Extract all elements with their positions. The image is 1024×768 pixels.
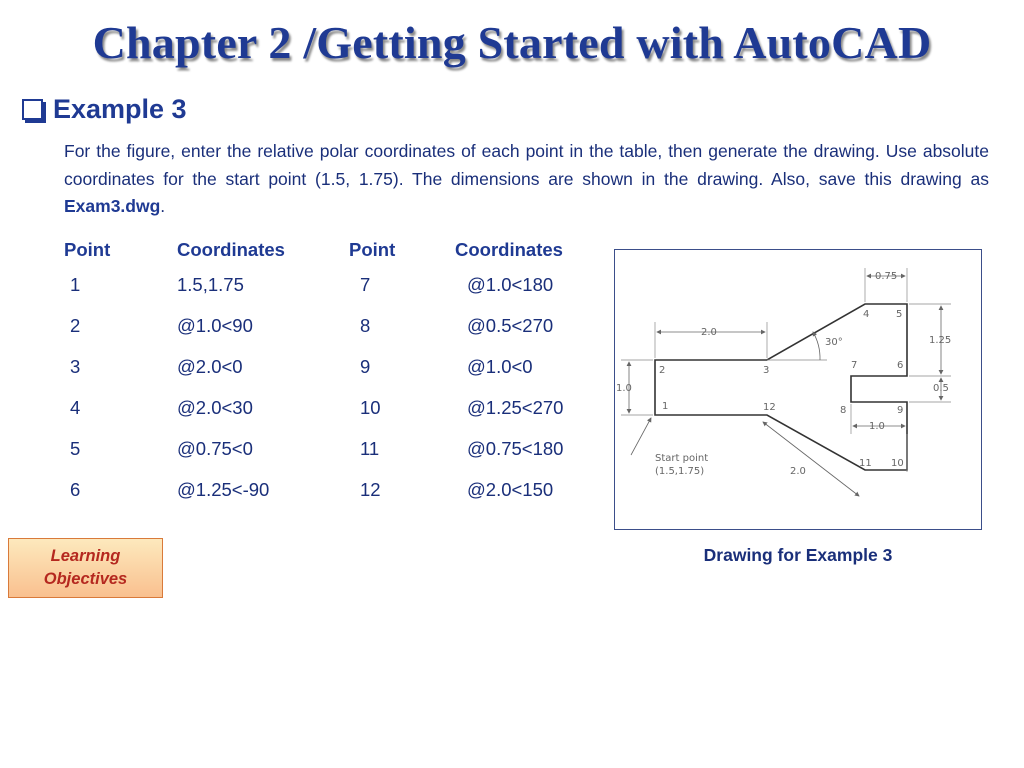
header-coordinates: Coordinates [455, 239, 563, 260]
slide-title: Chapter 2 /Getting Started with AutoCAD [92, 17, 932, 68]
description-text: For the figure, enter the relative polar coordinates of each point in the table, then generate the drawing. Use absolute coordinates for the start point (1.5, 1.75). The dimensions are shown in the drawing. Also, save this drawing as [64, 141, 989, 189]
coordinate-cell: 1.5,1.75 [177, 273, 244, 295]
dim-right-height: 1.25 [929, 335, 952, 346]
point-cell: 5 [70, 437, 81, 459]
point-label: 11 [859, 458, 872, 469]
learning-objectives-line1: Learning [50, 547, 121, 565]
start-point-label: Start point [655, 453, 709, 464]
description-paragraph [64, 138, 989, 221]
dim-left-height: 1.0 [616, 383, 632, 394]
header-coordinates: Coordinates [177, 239, 285, 260]
table-row [58, 264, 607, 305]
point-cell: 4 [70, 396, 81, 418]
table-row [58, 428, 607, 469]
point-cell: 8 [360, 314, 371, 336]
filename: Exam3.dwg [64, 196, 161, 216]
point-label: 6 [897, 360, 904, 371]
table-row [58, 387, 607, 428]
point-label: 9 [897, 405, 904, 416]
example-heading [22, 94, 187, 125]
coordinate-cell: @0.75<0 [177, 437, 253, 459]
point-label: 3 [763, 365, 770, 376]
coordinate-cell: @2.0<0 [177, 355, 243, 377]
point-label: 8 [840, 405, 847, 416]
learning-objectives-line2: Objectives [43, 570, 128, 588]
part-outline [655, 304, 907, 470]
point-label: 10 [891, 458, 904, 469]
point-cell: 10 [360, 396, 381, 418]
example-heading-label: Example 3 [53, 94, 187, 124]
start-point-coords: (1.5,1.75) [655, 466, 705, 477]
table-row [58, 469, 607, 510]
figure-caption: Drawing for Example 3 [703, 545, 893, 565]
description-end: . [160, 196, 166, 216]
point-cell: 9 [360, 355, 371, 377]
dim-top-width: 0.75 [875, 271, 898, 282]
point-cell: 1 [70, 273, 81, 295]
point-label: 1 [662, 401, 669, 412]
point-cell: 7 [360, 273, 371, 295]
point-label: 2 [659, 365, 666, 376]
drawing-figure [614, 249, 982, 530]
point-cell: 3 [70, 355, 81, 377]
point-label: 12 [763, 402, 776, 413]
drawing-svg [615, 250, 981, 529]
dim-notch-width: 1.0 [869, 421, 885, 432]
point-label: 5 [896, 309, 903, 320]
point-cell: 6 [70, 478, 81, 500]
coordinate-cell: @1.25<-90 [177, 478, 270, 500]
dim-left-width: 2.0 [701, 327, 717, 338]
coordinate-cell: @0.75<180 [467, 437, 564, 459]
point-cell: 2 [70, 314, 81, 336]
coordinate-cell: @2.0<150 [467, 478, 554, 500]
checkbox-bullet-icon [22, 99, 43, 120]
point-cell: 12 [360, 478, 381, 500]
point-label: 4 [863, 309, 870, 320]
table-row [58, 305, 607, 346]
header-point: Point [349, 239, 396, 260]
header-point: Point [64, 239, 111, 260]
point-label: 7 [851, 360, 858, 371]
coordinate-cell: @1.0<90 [177, 314, 253, 336]
table-header-row [58, 236, 607, 264]
point-cell: 11 [360, 437, 380, 459]
coordinate-cell: @2.0<30 [177, 396, 253, 418]
learning-objectives-button[interactable] [8, 538, 163, 598]
coordinate-cell: @1.25<270 [467, 396, 564, 418]
dim-slant-length: 2.0 [790, 466, 806, 477]
dim-notch-height: 0.5 [933, 383, 949, 394]
dim-angle: 30° [825, 337, 843, 348]
table-row [58, 346, 607, 387]
coordinate-cell: @1.0<180 [467, 273, 554, 295]
coordinate-cell: @0.5<270 [467, 314, 554, 336]
coordinate-cell: @1.0<0 [467, 355, 533, 377]
coordinates-table [58, 236, 607, 510]
